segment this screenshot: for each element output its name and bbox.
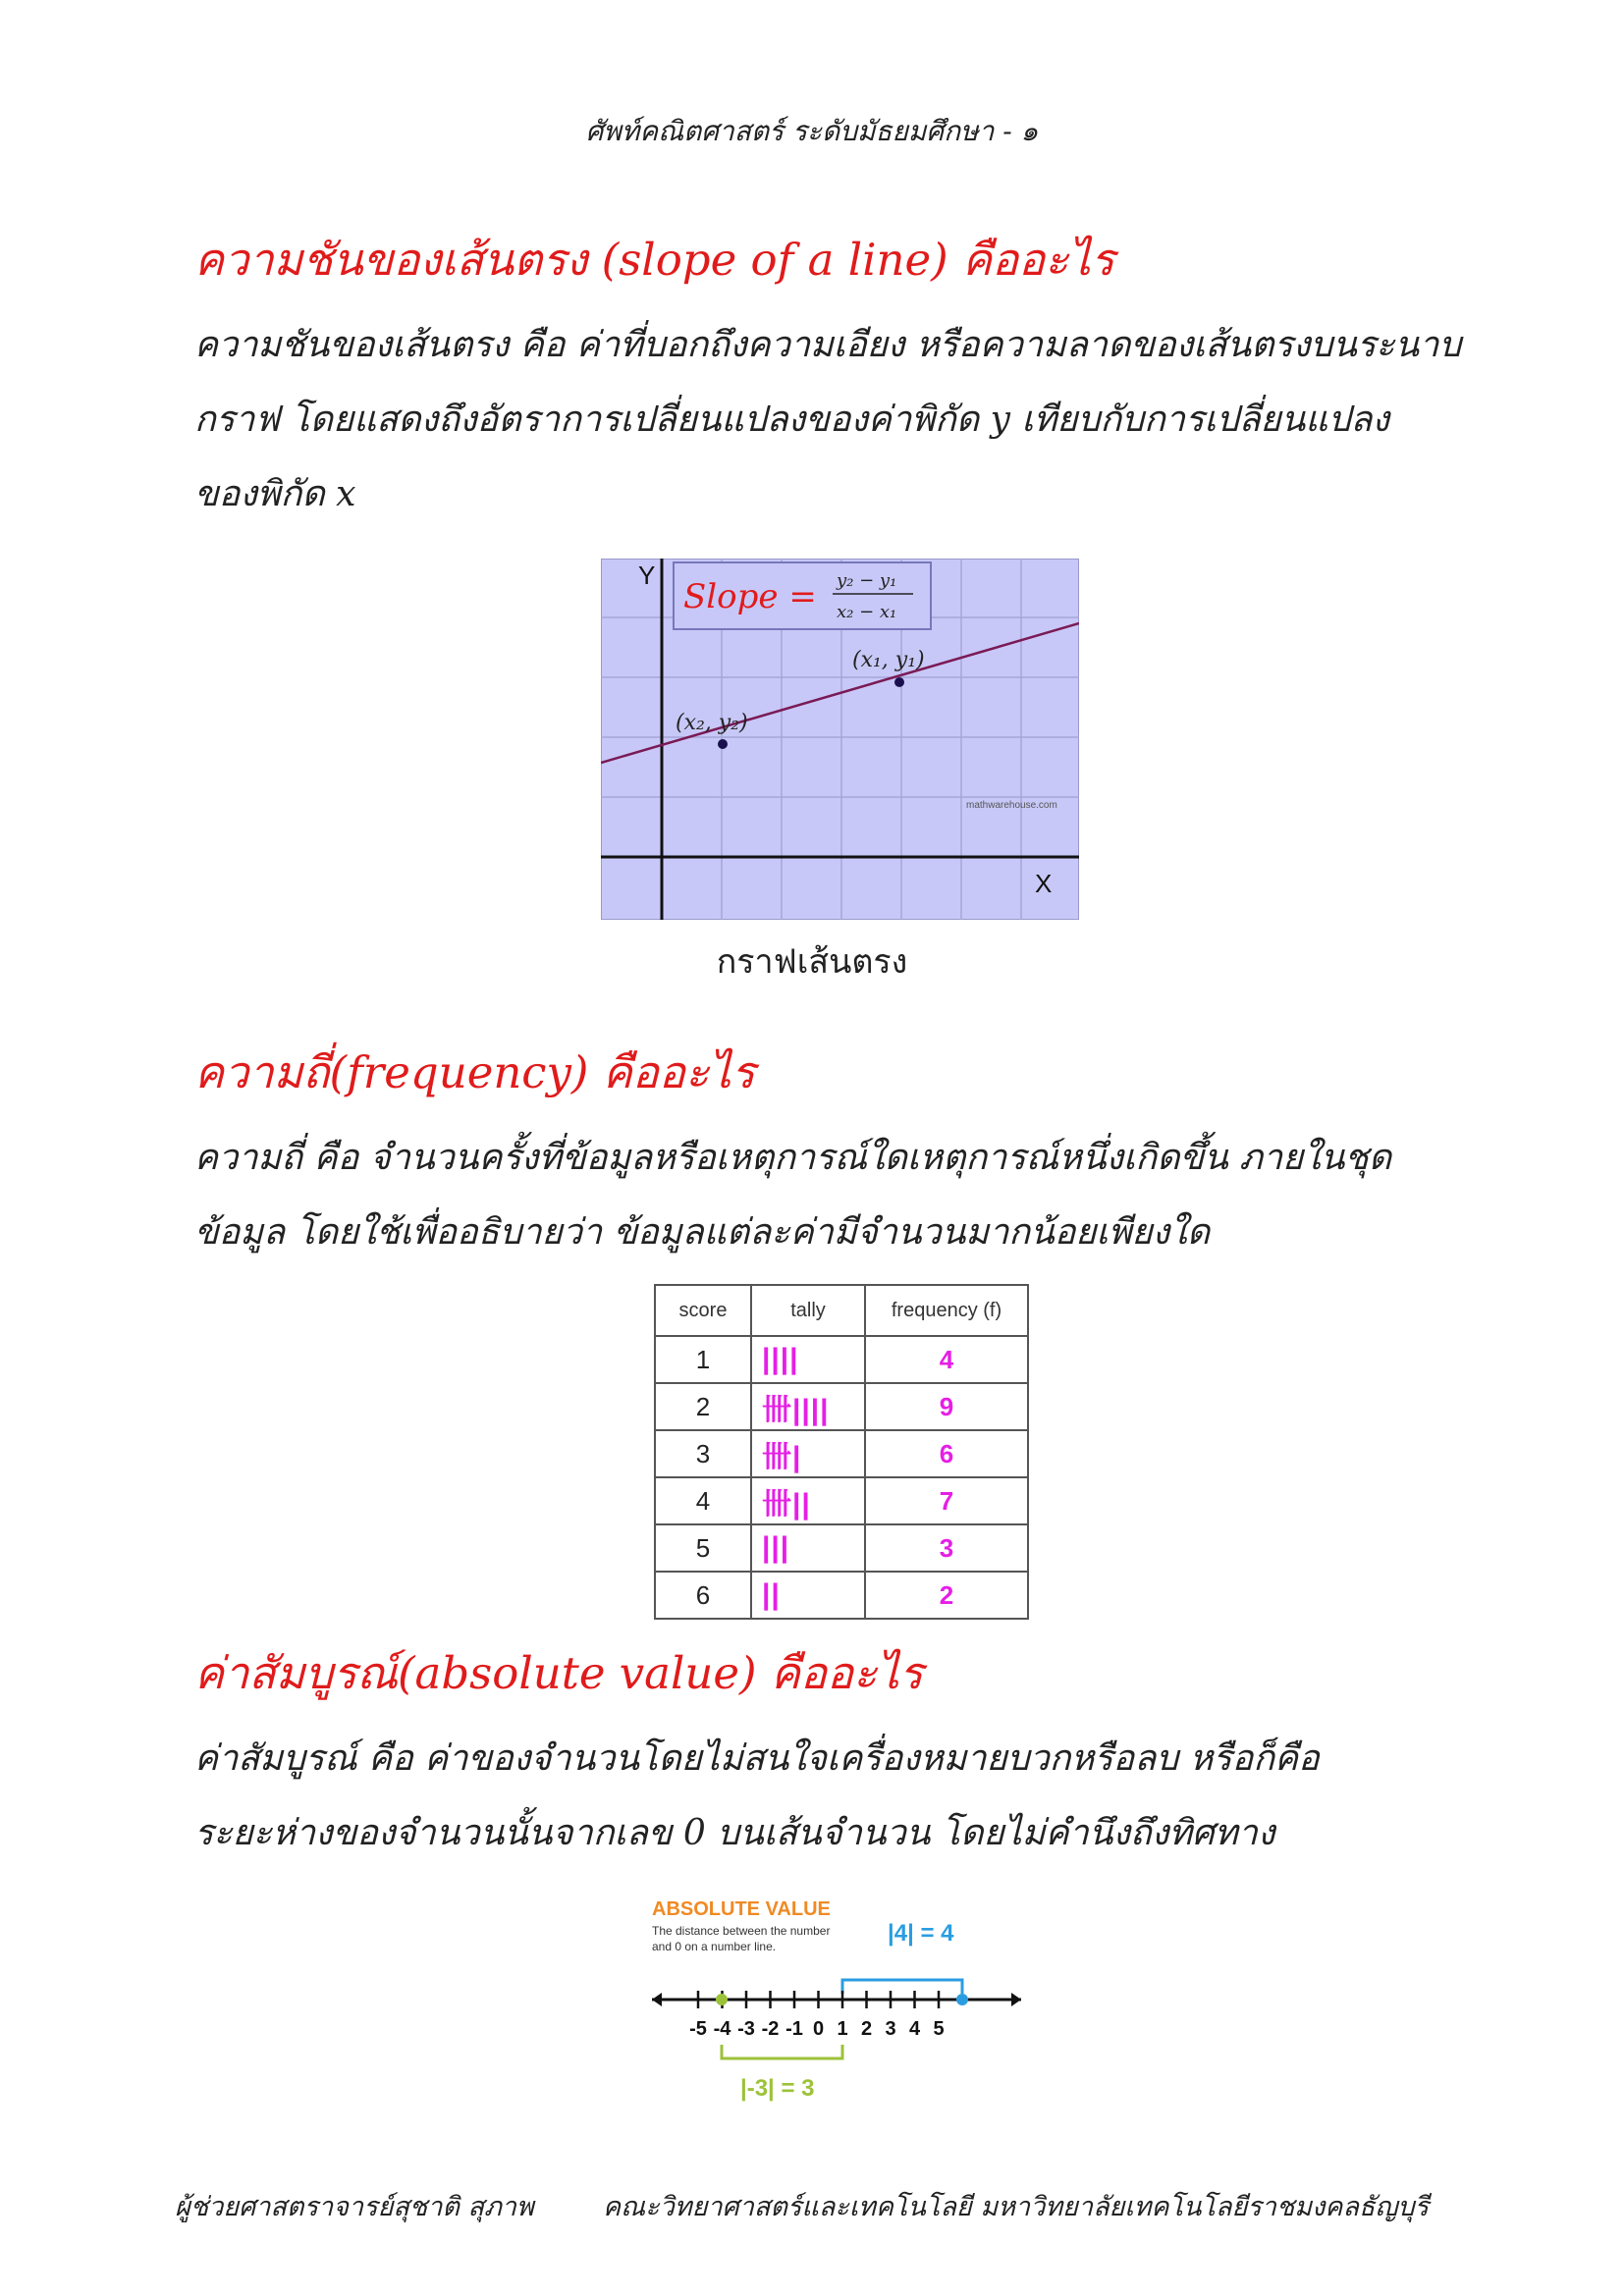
score-cell: 1 (655, 1336, 751, 1383)
tally-cell: ||| (751, 1524, 865, 1572)
formula-label: Slope = (683, 577, 817, 616)
tally-cell: 卌|||| (751, 1383, 865, 1430)
table-row (655, 1336, 1028, 1383)
slope-line-1: ความชันของเส้นตรง คือ ค่าที่บอกถึงความเอียง หรือความลาดของเส้นตรงบนระนาบ (194, 325, 1462, 365)
table-row (655, 1430, 1028, 1477)
frequency-cell: 2 (865, 1572, 1028, 1619)
point-1-label: (x₁, y₁) (852, 648, 925, 672)
frequency-cell: 9 (865, 1383, 1028, 1430)
point-2 (718, 739, 728, 749)
slope-heading: ความชันของเส้นตรง (slope of a line) คืออะไร (194, 234, 1115, 286)
absolute-heading: ค่าสัมบูรณ์(absolute value) คืออะไร (194, 1647, 923, 1699)
score-cell: 5 (655, 1524, 751, 1572)
y-axis-label: Y (638, 561, 656, 590)
score-cell: 6 (655, 1572, 751, 1619)
header-tally: tally (751, 1285, 865, 1336)
number-line-tick-label: -4 (713, 2018, 731, 2040)
abs-figure-subtitle-1: The distance between the number (652, 1924, 831, 1938)
abs-figure-subtitle-2: and 0 on a number line. (652, 1940, 777, 1953)
point-1 (894, 677, 904, 687)
negative-abs-label: |-3| = 3 (740, 2075, 815, 2102)
table-row (655, 1383, 1028, 1430)
x-axis-label: X (1035, 869, 1053, 898)
table-row (655, 1477, 1028, 1524)
number-line-tick-label: 4 (908, 2018, 921, 2040)
slope-line-2: กราฟ โดยแสดงถึงอัตราการเปลี่ยนแปลงของค่าพิกัด y เทียบกับการเปลี่ยนแปลง (194, 400, 1389, 440)
frequency-cell: 7 (865, 1477, 1028, 1524)
table-header-row (655, 1285, 1028, 1336)
positive-abs-label: |4| = 4 (888, 1920, 954, 1947)
number-line-tick-label: -2 (761, 2018, 780, 2040)
header-frequency: frequency (f) (865, 1285, 1028, 1336)
score-cell: 2 (655, 1383, 751, 1430)
left-arrow-icon (652, 1993, 662, 2006)
slope-line-3: ของพิกัด x (194, 474, 356, 514)
number-line-tick-label: -1 (785, 2018, 803, 2040)
score-cell: 4 (655, 1477, 751, 1524)
table-row (655, 1524, 1028, 1572)
number-line-tick-label: -5 (689, 2018, 707, 2040)
frequency-heading: ความถี่(frequency) คืออะไร (194, 1046, 755, 1098)
slope-graph (601, 559, 1079, 920)
frequency-line-2: ข้อมูล โดยใช้เพื่ออธิบายว่า ข้อมูลแต่ละค่ามีจำนวนมากน้อยเพียงใด (194, 1212, 1211, 1253)
right-arrow-icon (1011, 1993, 1021, 2006)
header-score: score (655, 1285, 751, 1336)
number-line-tick-label: 0 (812, 2018, 825, 2040)
number-line-tick-label: 1 (837, 2018, 848, 2040)
formula-numerator: y₂ − y₁ (837, 570, 897, 591)
point-positive-four (956, 1994, 968, 2005)
frequency-table (654, 1284, 1029, 1620)
frequency-cell: 3 (865, 1524, 1028, 1572)
footer-faculty: คณะวิทยาศาสตร์และเทคโนโลยี มหาวิทยาลัยเทคโนโลยีราชมงคลธัญบุรี (603, 2192, 1429, 2222)
abs-figure-title: ABSOLUTE VALUE (652, 1898, 831, 1920)
point-negative-three (716, 1994, 728, 2005)
watermark: mathwarehouse.com (966, 800, 1057, 811)
number-line-tick-label: 5 (933, 2018, 945, 2040)
absolute-value-figure (638, 1890, 1031, 2125)
frequency-cell: 4 (865, 1336, 1028, 1383)
absolute-line-1: ค่าสัมบูรณ์ คือ ค่าของจำนวนโดยไม่สนใจเครื่องหมายบวกหรือลบ หรือก็คือ (194, 1738, 1320, 1779)
table-row (655, 1572, 1028, 1619)
score-cell: 3 (655, 1430, 751, 1477)
number-line-tick-label: 3 (885, 2018, 896, 2040)
frequency-cell: 6 (865, 1430, 1028, 1477)
formula-denominator: x₂ − x₁ (837, 602, 897, 622)
number-line-tick-label: -3 (737, 2018, 755, 2040)
tally-cell: |||| (751, 1336, 865, 1383)
slope-caption: กราฟเส้นตรง (716, 942, 908, 982)
number-line-tick-label: 2 (860, 2018, 873, 2040)
positive-bracket (842, 1980, 962, 1994)
page-header: ศัพท์คณิตศาสตร์ ระดับมัธยมศึกษา - ๑ (585, 115, 1039, 147)
point-2-label: (x₂, y₂) (676, 711, 748, 735)
absolute-line-2: ระยะห่างของจำนวนนั้นจากเลข 0 บนเส้นจำนวน โดยไม่คำนึงถึงทิศทาง (194, 1813, 1275, 1853)
negative-bracket (722, 2045, 842, 2058)
tally-cell: 卌| (751, 1430, 865, 1477)
footer-author: ผู้ช่วยศาสตราจารย์สุชาติ สุภาพ (175, 2192, 534, 2222)
tally-cell: 卌|| (751, 1477, 865, 1524)
tally-cell: || (751, 1572, 865, 1619)
frequency-line-1: ความถี่ คือ จำนวนครั้งที่ข้อมูลหรือเหตุการณ์ใดเหตุการณ์หนึ่งเกิดขึ้น ภายในชุด (194, 1138, 1392, 1178)
